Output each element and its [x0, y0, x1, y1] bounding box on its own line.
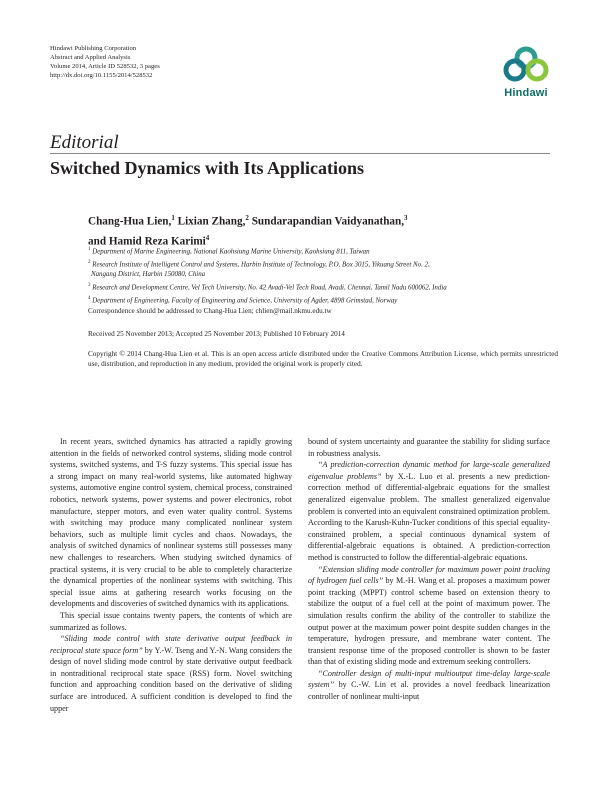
affiliation-item — [88, 258, 558, 281]
correspondence-line: Correspondence should be addressed to Chang-Hua Lien; chlien@mail.nkmu.edu.tw — [88, 307, 332, 315]
body-paragraph — [308, 668, 550, 703]
author-affil-sup: 4 — [205, 233, 210, 242]
volume-line: Volume 2014, Article ID 528532, 3 pages — [50, 63, 160, 70]
body-paragraph — [308, 564, 550, 668]
affiliation-sup: 1 — [88, 247, 91, 252]
journal-header — [50, 44, 160, 80]
publisher-name: Hindawi Publishing Corporation — [50, 45, 137, 52]
body-paragraph: bound of system uncertainty and guarantee the stability for sliding surface in robustness analysis. — [308, 437, 550, 458]
affiliation-sup: 2 — [88, 259, 91, 265]
body-paragraph: In recent years, switched dynamics has attracted a rapidly growing attention in the fields of networked control systems, sliding mode control systems, switched systems, and T-S fuzzy systems. This special issue has a strong impact on many real-world systems, like automated highway systems, automotive engine control system, chemical process, constrained robotics, network systems, power systems and power electronics, robot manufacture, stepper motors, and even water quality control. Systems with switching may produce many complicated nonlinear system behaviors, such as multiple limit cycles and chaos. Nowadays, the analysis of switched dynamics of nonlinear systems still possesses many new challenges to researchers. When studying switched dynamics of practical systems, it is very crucial to be able to completely characterize the dynamical properties of the nonlinear systems with switching. This special issue aims at gathering research works focusing on the developments and discoveries of switched dynamics with its applications. — [50, 437, 292, 609]
copyright-notice: Copyright © 2014 Chang-Hua Lien et al. This is an open access article distributed under the Creative Commons Attribution License, which permits unrestricted use, distribution, and reproduction in any medium, provided the original work is properly cited. — [88, 350, 558, 368]
body-paragraph — [308, 459, 550, 563]
doi-link[interactable]: http://dx.doi.org/10.1155/2014/528532 — [50, 72, 153, 79]
affiliation-text: Department of Engineering, Faculty of Engineering and Science, University of Agder, 4898 Grimstad, Norway — [92, 296, 398, 304]
logo-wordmark: Hindawi — [504, 87, 548, 99]
hindawi-logo-icon — [496, 44, 556, 86]
affiliation-text-continued: Nangang District, Harbin 150080, China — [91, 271, 206, 279]
author-affil-sup: 1 — [171, 214, 175, 222]
author-name: Chang-Hua Lien, — [88, 215, 172, 228]
author-name: and Hamid Reza Karimi — [88, 235, 206, 248]
author-affil-sup: 3 — [404, 214, 408, 222]
affiliation-sup: 3 — [88, 282, 91, 288]
article-body — [50, 436, 550, 800]
author-line-1 — [88, 210, 408, 230]
affiliation-item — [88, 294, 558, 307]
paragraph-text: by C.-W. Lin et al. provides a novel feedback linearization controller of nonlinear multi-input — [308, 680, 550, 702]
author-name: Lixian Zhang, — [177, 215, 246, 228]
paragraph-text: by Y.-W. Tseng and Y.-N. Wang considers the design of novel sliding mode control by state derivative output feedback in nontraditional reciprocal state space (RSS) form. Novel switching function and approaching condition based on the derivative of sliding surface are introduced. A sufficient condition is developed to find the upper — [50, 645, 293, 713]
author-affil-sup: 2 — [245, 214, 249, 222]
affiliation-item — [88, 245, 558, 258]
paragraph-text: by X.-L. Luo et al. presents a new prediction-correction method of differential-algebraic equations for the smallest generalized eigenvalue problem. The smallest generalized eigenvalue problem is converted into an equivalent constrained optimization problem. According to the Karush-Kuhn-Tucker conditions of this special equality-constrained problem, a special continuous dynamical system of differential-algebraic equations is obtained. A prediction-correction method is constructed to follow the differential-algebraic equations. — [308, 471, 551, 562]
affiliation-list — [88, 245, 558, 306]
header-divider — [50, 153, 550, 154]
article-type: Editorial — [50, 132, 119, 153]
paper-title-citation: “Controller design of multi-input multioutput time-delay large-scale system” — [308, 668, 550, 690]
paragraph-text: by M.-H. Wang et al. proposes a maximum power point tracking (MPPT) control scheme based on extension theory to stabilize the output of a fuel cell at the point of maximum power. The simulation results confirm the ability of the controller to stabilize the output power at the maximum power point despite sudden changes in the temperature, hydrogen pressure, and membrane water content. The transient response time of the proposed controller is shown to be faster than that of existing sliding mode and extremum seeking controllers. — [308, 576, 550, 667]
affiliation-text: Research and Development Centre, Vel Tech University, No. 42 Avadi-Vel Tech Road, Avadi, Chennai, Tamil Nadu 600062, India — [92, 284, 447, 292]
affiliation-text: Department of Marine Engineering, National Kaohsiung Marine University, Kaohsiung 811, Taiwan — [92, 248, 370, 256]
affiliation-sup: 4 — [88, 295, 91, 301]
body-paragraph — [50, 633, 292, 714]
paper-title-citation: “Sliding mode control with state derivative output feedback in reciprocal state space form” — [50, 634, 292, 655]
body-column-right — [308, 436, 550, 703]
author-name: Sundarapandian Vaidyanathan, — [251, 215, 405, 228]
body-paragraph: This special issue contains twenty papers, the contents of which are summarized as follows. — [50, 610, 292, 632]
affiliation-item — [88, 281, 558, 294]
paper-title-citation: “Extension sliding mode controller for maximum power point tracking of hydrogen fuel cells” — [308, 564, 550, 586]
article-title: Switched Dynamics with Its Applications — [50, 158, 365, 178]
paper-title-citation: “A prediction-correction dynamic method for large-scale generalized eigenvalue problems” — [308, 460, 550, 481]
author-list — [88, 210, 408, 249]
received-dates: Received 25 November 2013; Accepted 25 November 2013; Published 10 February 2014 — [88, 330, 345, 338]
body-column-left — [50, 436, 292, 714]
affiliation-text: Research Institute of Intelligent Control and Systems, Harbin Institute of Technology, P.O. Box 3015, Yikuang Street No. 2, — [92, 261, 430, 268]
journal-name: Abstract and Applied Analysis — [50, 54, 131, 61]
hindawi-logo — [496, 44, 556, 108]
